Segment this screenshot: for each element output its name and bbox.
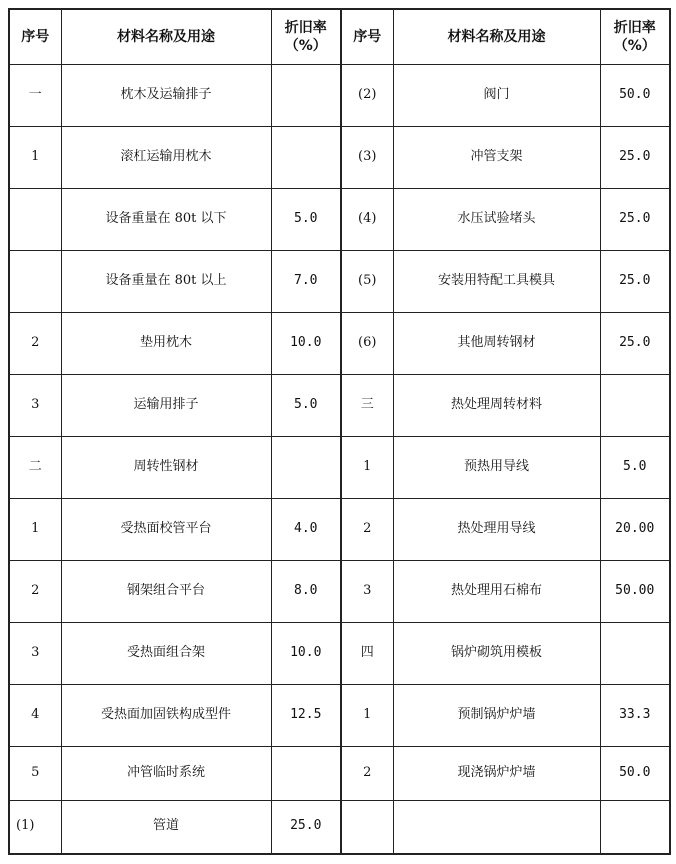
material-name-cell: 安装用特配工具模具: [393, 250, 600, 312]
rate-cell: 25.0: [600, 188, 670, 250]
table-row: [9, 312, 670, 374]
seq-cell: 2: [341, 746, 393, 800]
rate-cell: 25.0: [271, 800, 341, 854]
header-name-right: 材料名称及用途: [393, 9, 600, 64]
table-row: [9, 374, 670, 436]
rate-cell: 4.0: [271, 498, 341, 560]
header-rate-label: 折旧率: [284, 19, 327, 36]
rate-cell: 50.0: [600, 746, 670, 800]
table-row: [9, 746, 670, 800]
depreciation-rate-table: [8, 8, 671, 855]
rate-cell: [271, 126, 341, 188]
rate-cell: [600, 800, 670, 854]
material-name-cell: 枕木及运输排子: [61, 64, 271, 126]
header-rate-left: [271, 9, 341, 64]
seq-cell: (4): [341, 188, 393, 250]
table-row: [9, 684, 670, 746]
seq-cell: 1: [9, 126, 61, 188]
material-name-cell: 设备重量在 80t 以上: [61, 250, 271, 312]
rate-cell: 5.0: [600, 436, 670, 498]
seq-cell: (3): [341, 126, 393, 188]
depreciation-table-container: [8, 8, 669, 855]
material-name-cell: 其他周转钢材: [393, 312, 600, 374]
seq-cell: (2): [341, 64, 393, 126]
header-seq-right: 序号: [341, 9, 393, 64]
table-row: [9, 560, 670, 622]
material-name-cell: 受热面校管平台: [61, 498, 271, 560]
seq-cell: 1: [341, 436, 393, 498]
rate-cell: 33.3: [600, 684, 670, 746]
table-row: [9, 622, 670, 684]
material-name-cell: 设备重量在 80t 以下: [61, 188, 271, 250]
material-name-cell: 预制锅炉炉墙: [393, 684, 600, 746]
table-row: [9, 250, 670, 312]
rate-cell: [271, 64, 341, 126]
seq-cell: 5: [9, 746, 61, 800]
material-name-cell: 热处理用导线: [393, 498, 600, 560]
table-row: [9, 126, 670, 188]
header-seq-left: 序号: [9, 9, 61, 64]
seq-cell: 1: [341, 684, 393, 746]
material-name-cell: 滚杠运输用枕木: [61, 126, 271, 188]
material-name-cell: 运输用排子: [61, 374, 271, 436]
rate-cell: 50.0: [600, 64, 670, 126]
seq-cell: (1): [9, 800, 61, 854]
seq-cell: (6): [341, 312, 393, 374]
material-name-cell: 现浇锅炉炉墙: [393, 746, 600, 800]
header-rate-unit: （%）: [613, 37, 656, 54]
seq-cell: [9, 250, 61, 312]
rate-cell: 12.5: [271, 684, 341, 746]
rate-cell: 10.0: [271, 312, 341, 374]
material-name-cell: 受热面加固铁构成型件: [61, 684, 271, 746]
material-name-cell: [393, 800, 600, 854]
rate-cell: 8.0: [271, 560, 341, 622]
seq-cell: 二: [9, 436, 61, 498]
material-name-cell: 热处理周转材料: [393, 374, 600, 436]
material-name-cell: 水压试验堵头: [393, 188, 600, 250]
header-name-left: 材料名称及用途: [61, 9, 271, 64]
material-name-cell: 冲管临时系统: [61, 746, 271, 800]
seq-cell: 四: [341, 622, 393, 684]
table-row: [9, 800, 670, 854]
header-rate-unit: （%）: [284, 37, 327, 54]
table-row: [9, 436, 670, 498]
seq-cell: 1: [9, 498, 61, 560]
rate-cell: [600, 622, 670, 684]
material-name-cell: 管道: [61, 800, 271, 854]
table-row: [9, 64, 670, 126]
rate-cell: 25.0: [600, 126, 670, 188]
material-name-cell: 预热用导线: [393, 436, 600, 498]
material-name-cell: 周转性钢材: [61, 436, 271, 498]
seq-cell: 3: [341, 560, 393, 622]
header-rate-right: [600, 9, 670, 64]
rate-cell: 50.00: [600, 560, 670, 622]
material-name-cell: 受热面组合架: [61, 622, 271, 684]
material-name-cell: 锅炉砌筑用模板: [393, 622, 600, 684]
rate-cell: [271, 746, 341, 800]
rate-cell: 25.0: [600, 312, 670, 374]
rate-cell: 7.0: [271, 250, 341, 312]
seq-cell: [341, 800, 393, 854]
rate-cell: 10.0: [271, 622, 341, 684]
table-row: [9, 498, 670, 560]
seq-cell: 2: [9, 560, 61, 622]
rate-cell: [600, 374, 670, 436]
material-name-cell: 钢架组合平台: [61, 560, 271, 622]
rate-cell: 25.0: [600, 250, 670, 312]
rate-cell: 20.00: [600, 498, 670, 560]
seq-cell: 4: [9, 684, 61, 746]
material-name-cell: 阀门: [393, 64, 600, 126]
rate-cell: 5.0: [271, 374, 341, 436]
seq-cell: 2: [9, 312, 61, 374]
material-name-cell: 垫用枕木: [61, 312, 271, 374]
rate-cell: [271, 436, 341, 498]
seq-cell: 3: [9, 374, 61, 436]
seq-cell: [9, 188, 61, 250]
header-rate-label: 折旧率: [613, 19, 656, 36]
material-name-cell: 热处理用石棉布: [393, 560, 600, 622]
table-row: [9, 188, 670, 250]
rate-cell: 5.0: [271, 188, 341, 250]
table-header-row: [9, 9, 670, 64]
seq-cell: (5): [341, 250, 393, 312]
seq-cell: 2: [341, 498, 393, 560]
seq-cell: 一: [9, 64, 61, 126]
seq-cell: 3: [9, 622, 61, 684]
seq-cell: 三: [341, 374, 393, 436]
material-name-cell: 冲管支架: [393, 126, 600, 188]
